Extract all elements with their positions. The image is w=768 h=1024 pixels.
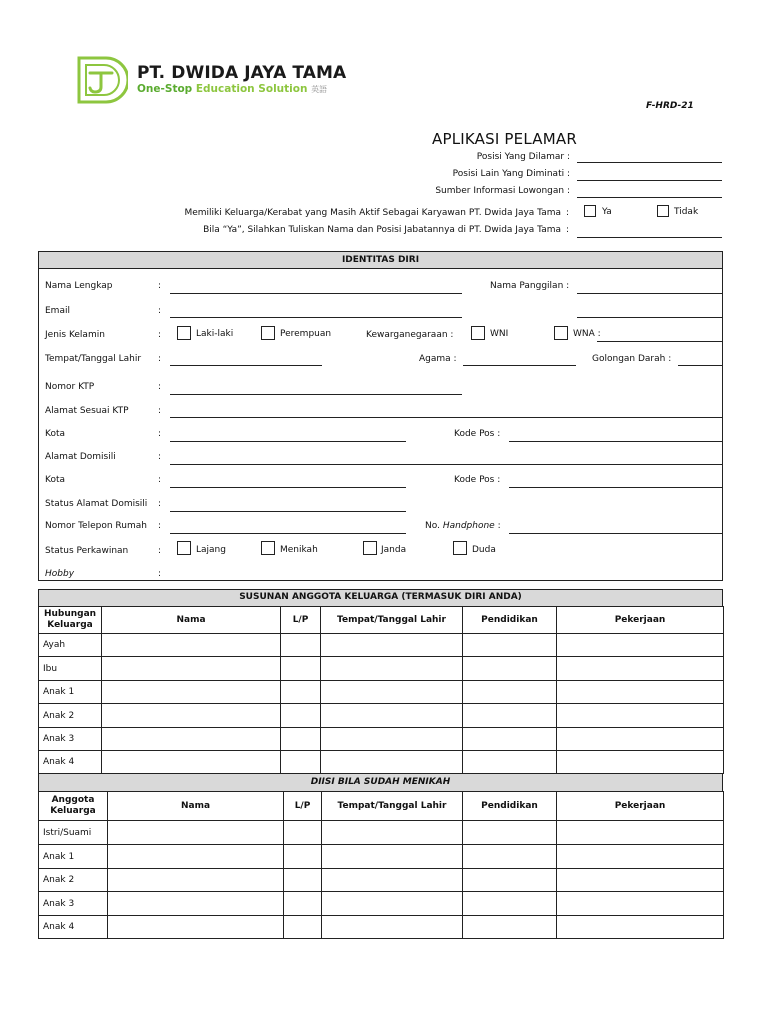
menikah-header-row [39,792,724,821]
cell-lp[interactable] [284,869,322,892]
cell-pendidikan[interactable] [463,681,557,704]
cell-nama[interactable] [108,821,284,845]
table-row [39,892,724,916]
table-row [39,821,724,845]
company-name: PT. DWIDA JAYA TAMA [137,63,347,83]
sumber-label: Sumber Informasi Lowongan : [435,186,570,196]
keluarga-question: Memiliki Keluarga/Kerabat yang Masih Aktif Sebagai Karyawan PT. Dwida Jaya Tama [184,208,561,218]
kota-domisili-label: Kota [45,475,66,485]
handphone-label [425,521,501,532]
bila-ya-label: Bila “Ya”, Silahkan Tuliskan Nama dan Posisi Jabatannya di PT. Dwida Jaya Tama [203,225,561,235]
handphone-colon: : [497,521,501,531]
kota-domisili-field[interactable] [170,487,406,488]
golongan-darah-label: Golongan Darah : [592,354,672,364]
cell-pekerjaan[interactable] [557,821,724,845]
company-logo [76,55,128,105]
janda-label: Janda [381,545,407,555]
posisi-label: Posisi Yang Dilamar : [476,152,570,162]
cell-nama[interactable] [108,892,284,916]
table-row [39,916,724,939]
alamat-domisili-label: Alamat Domisili [45,452,116,462]
keluarga-header-row [39,607,724,634]
cell-nama[interactable] [102,728,281,751]
posisi-lain-label: Posisi Lain Yang Diminati : [452,169,570,179]
nama-lengkap-label: Nama Lengkap [45,281,113,291]
tidak-checkbox[interactable] [657,205,669,217]
cell-nama[interactable] [102,704,281,728]
table-row [39,634,724,657]
cell-pekerjaan[interactable] [557,728,724,751]
table-row [39,657,724,681]
cell-nama[interactable] [108,845,284,869]
cell-pekerjaan[interactable] [557,634,724,657]
cell-lp[interactable] [281,728,321,751]
agama-label: Agama : [419,354,457,364]
cell-ttl[interactable] [322,869,463,892]
cell-pendidikan[interactable] [463,916,557,939]
cell-pekerjaan[interactable] [557,657,724,681]
cell-pekerjaan[interactable] [557,704,724,728]
ttl-field[interactable] [170,365,322,366]
cell-lp[interactable] [281,657,321,681]
cell-nama[interactable] [108,916,284,939]
kode-pos-label: Kode Pos : [454,429,501,439]
cell-ttl[interactable] [322,916,463,939]
col-lp: L/P [284,792,322,821]
alamat-ktp-field[interactable] [170,417,722,418]
bila-ya-colon: : [566,225,570,235]
cell-ttl[interactable] [322,845,463,869]
kewarganegaraan-label: Kewarganegaraan : [366,330,454,340]
kota-label: Kota [45,429,66,439]
row-label: Ayah [39,634,102,657]
tagline-one-stop: One-Stop [137,83,193,95]
alamat-ktp-label: Alamat Sesuai KTP [45,406,129,416]
table-row [39,704,724,728]
bila-ya-field[interactable] [577,237,722,238]
row-label: Istri/Suami [39,821,108,845]
col-pendidikan: Pendidikan [463,792,557,821]
table-row [39,728,724,751]
cell-ttl[interactable] [321,704,463,728]
handphone-field[interactable] [509,533,722,534]
cell-pekerjaan[interactable] [557,751,724,774]
colon: : [158,330,162,340]
row-label: Anak 2 [39,869,108,892]
menikah-checkbox[interactable] [261,541,275,555]
cell-pendidikan[interactable] [463,845,557,869]
row-label: Anak 3 [39,892,108,916]
row-label: Anak 1 [39,681,102,704]
col-lp: L/P [281,607,321,634]
colon: : [158,546,162,556]
kota-field[interactable] [170,441,406,442]
status-alamat-field[interactable] [170,511,406,512]
cell-ttl[interactable] [321,751,463,774]
cell-nama[interactable] [102,751,281,774]
duda-label: Duda [472,545,496,555]
table-row [39,681,724,704]
cell-lp[interactable] [281,704,321,728]
form-code: F-HRD-21 [646,101,694,111]
col-anggota: Anggota Keluarga [39,792,108,821]
tagline-education: Education Solution [195,83,308,95]
row-label: Anak 4 [39,916,108,939]
col-ttl: Tempat/Tanggal Lahir [321,607,463,634]
row-label: Ibu [39,657,102,681]
cell-pekerjaan[interactable] [557,916,724,939]
colon: : [158,499,162,509]
cell-ttl[interactable] [321,728,463,751]
ktp-field[interactable] [170,394,462,395]
col-pekerjaan: Pekerjaan [557,792,724,821]
table-row [39,751,724,774]
ya-checkbox[interactable] [584,205,596,217]
tagline-cjk: 英語 [311,85,328,94]
ttl-label: Tempat/Tanggal Lahir [45,354,142,364]
cell-pendidikan[interactable] [463,892,557,916]
col-nama: Nama [102,607,281,634]
col-nama: Nama [108,792,284,821]
sumber-field[interactable] [577,197,722,198]
handphone-word: Handphone [442,521,495,531]
keluarga-colon: : [566,208,570,218]
row-label: Anak 1 [39,845,108,869]
nama-lengkap-field[interactable] [170,293,462,294]
email-label: Email [45,306,70,316]
colon: : [158,569,162,579]
hobby-label: Hobby [45,569,75,579]
email-extra-field[interactable] [577,317,722,318]
row-label: Anak 2 [39,704,102,728]
colon: : [158,382,162,392]
kode-pos-domisili-label: Kode Pos : [454,475,501,485]
cell-pendidikan[interactable] [463,869,557,892]
cell-pekerjaan[interactable] [557,892,724,916]
perempuan-checkbox[interactable] [261,326,275,340]
cell-pendidikan[interactable] [463,634,557,657]
lajang-label: Lajang [196,545,226,555]
wna-label: WNA : [573,329,601,339]
row-label: Anak 4 [39,751,102,774]
status-perkawinan-label: Status Perkawinan [45,546,129,556]
cell-pendidikan[interactable] [463,704,557,728]
wna-field[interactable] [597,341,722,342]
col-pendidikan: Pendidikan [463,607,557,634]
telepon-field[interactable] [170,533,406,534]
menikah-label: Menikah [280,545,318,555]
cell-lp[interactable] [284,821,322,845]
cell-nama[interactable] [108,869,284,892]
perempuan-label: Perempuan [280,329,332,339]
handphone-no: No. [425,521,440,531]
email-field[interactable] [170,317,462,318]
table-row [39,869,724,892]
cell-pekerjaan[interactable] [557,681,724,704]
colon: : [158,521,162,531]
golongan-darah-field[interactable] [678,365,722,366]
menikah-heading: DIISI BILA SUDAH MENIKAH [39,774,722,791]
cell-nama[interactable] [102,657,281,681]
row-label: Anak 3 [39,728,102,751]
cell-pendidikan[interactable] [463,657,557,681]
cell-nama[interactable] [102,681,281,704]
page-title: APLIKASI PELAMAR [432,130,577,148]
menikah-table [38,791,724,939]
wni-checkbox[interactable] [471,326,485,340]
ya-label: Ya [602,207,612,217]
colon: : [158,306,162,316]
posisi-lain-field[interactable] [577,180,722,181]
posisi-field[interactable] [577,162,722,163]
identitas-heading: IDENTITAS DIRI [39,252,722,269]
laki-laki-label: Laki-laki [196,329,234,339]
laki-laki-checkbox[interactable] [177,326,191,340]
colon: : [158,452,162,462]
nama-panggilan-label: Nama Panggilan : [490,281,570,291]
nama-panggilan-field[interactable] [577,293,722,294]
cell-ttl[interactable] [322,892,463,916]
table-row [39,845,724,869]
cell-lp[interactable] [284,892,322,916]
kode-pos-domisili-field[interactable] [509,487,722,488]
agama-field[interactable] [463,365,576,366]
cell-lp[interactable] [284,916,322,939]
col-hubungan: Hubungan Keluarga [39,607,102,634]
cell-ttl[interactable] [321,681,463,704]
cell-ttl[interactable] [321,634,463,657]
col-ttl: Tempat/Tanggal Lahir [322,792,463,821]
telepon-label: Nomor Telepon Rumah [45,521,147,531]
tidak-label: Tidak [674,207,699,217]
kode-pos-field[interactable] [509,441,722,442]
duda-checkbox[interactable] [453,541,467,555]
colon: : [158,281,162,291]
col-pekerjaan: Pekerjaan [557,607,724,634]
company-tagline [137,83,327,95]
cell-pekerjaan[interactable] [557,869,724,892]
ktp-label: Nomor KTP [45,382,95,392]
cell-lp[interactable] [284,845,322,869]
cell-pendidikan[interactable] [463,821,557,845]
cell-pendidikan[interactable] [463,728,557,751]
lajang-checkbox[interactable] [177,541,191,555]
cell-ttl[interactable] [322,821,463,845]
cell-lp[interactable] [281,751,321,774]
cell-lp[interactable] [281,681,321,704]
alamat-domisili-field[interactable] [170,464,722,465]
jenis-kelamin-label: Jenis Kelamin [45,330,105,340]
cell-pekerjaan[interactable] [557,845,724,869]
wni-label: WNI [490,329,509,339]
cell-pendidikan[interactable] [463,751,557,774]
wna-checkbox[interactable] [554,326,568,340]
cell-lp[interactable] [281,634,321,657]
colon: : [158,429,162,439]
cell-nama[interactable] [102,634,281,657]
colon: : [158,354,162,364]
janda-checkbox[interactable] [363,541,377,555]
keluarga-table [38,606,724,774]
status-alamat-label: Status Alamat Domisili [45,499,148,509]
cell-ttl[interactable] [321,657,463,681]
colon: : [158,406,162,416]
colon: : [158,475,162,485]
keluarga-heading: SUSUNAN ANGGOTA KELUARGA (TERMASUK DIRI ANDA) [39,590,722,606]
